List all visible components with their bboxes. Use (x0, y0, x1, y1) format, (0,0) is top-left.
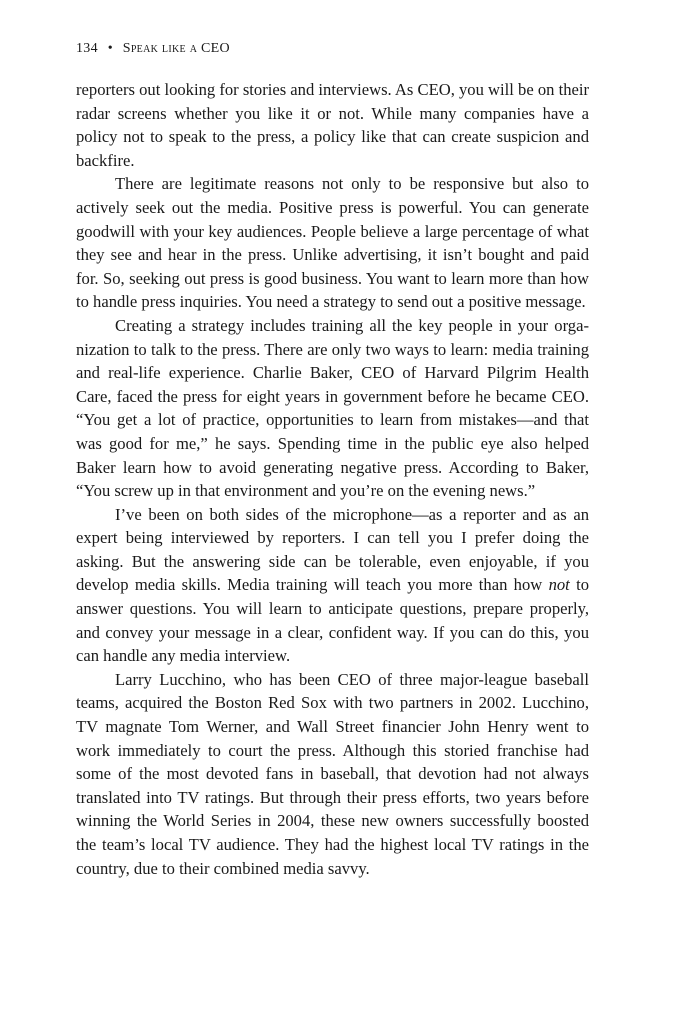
book-page (76, 38, 589, 880)
paragraph-4 (76, 503, 589, 668)
body-text (76, 78, 589, 880)
paragraph-4-text-a: I’ve been on both sides of the microphone—as a reporter and as an expert being interviewed by reporters. I can tell you I prefer doing the asking. But the answering side can be tolerable, even enjoyable, if you develop media skills. Media training will teach you more than how (76, 504, 589, 595)
paragraph-4-emphasis: not (548, 575, 570, 595)
paragraph-3: Creating a strategy includes training all the key people in your organization to talk to the press. There are only two ways to learn: media training and real-life experience. Charlie Baker, CEO of Harvard Pilgrim Health Care, faced the press for eight years in government before he became CEO. “You get a lot of practice, opportunities to learn from mistakes—and that was good for me,” he says. Spending time in the public eye also helped Baker learn how to avoid generating negative press. According to Baker, “You screw up in that environment and you’re on the evening news.” (76, 315, 589, 501)
paragraph-2: There are legitimate reasons not only to be responsive but also to actively seek out the media. Positive press is powerful. You can generate goodwill with your key audiences. People believe a large percentage of what they see and hear in the press. Unlike advertising, it isn’t bought and paid for. So, seeking out press is good business. You want to learn more than how to handle press inquiries. You need a strategy to send out a positive message. (76, 174, 589, 312)
header-separator: • (107, 41, 113, 56)
page-number: 134 (76, 41, 98, 56)
paragraph-1: reporters out looking for stories and interviews. As CEO, you will be on their radar screens whether you like it or not. While many companies have a policy not to speak to the press, a policy like that can create suspicion and backfire. (76, 80, 589, 170)
book-title: Speak like a CEO (122, 41, 230, 56)
paragraph-4-text-b: to answer questions. You will learn to anticipate questions, prepare properly, and convey your message in a clear, confident way. If you can do this, you can handle any media interview. (76, 575, 589, 666)
running-head (76, 38, 589, 60)
paragraph-5: Larry Lucchino, who has been CEO of three major-league baseball teams, acquired the Boston Red Sox with two partners in 2002. Lucchino, TV magnate Tom Werner, and Wall Street financier John Henry went to work immediately to court the press. Although this storied franchise had some of the most devoted fans in baseball, that devotion had not always translated into TV ratings. But through their press efforts, two years before winning the World Series in 2004, these new owners successfully boosted the team’s local TV audience. They had the highest local TV ratings in the country, due to their combined media savvy. (76, 669, 589, 878)
